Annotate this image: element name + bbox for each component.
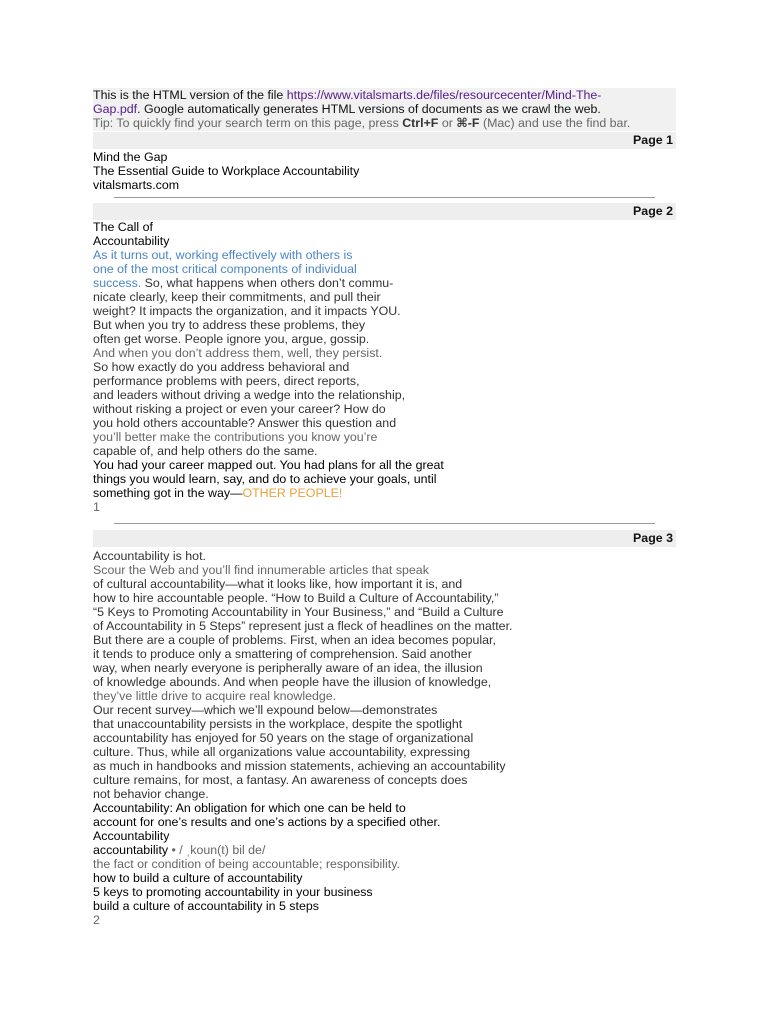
- body-text: of cultural accountability—what it looks like, how important it is, and: [93, 577, 463, 591]
- body-text: as much in handbooks and mission statements, achieving an accountability: [93, 759, 506, 773]
- body-text: Accountability is hot.: [93, 549, 206, 563]
- doc-website: vitalsmarts.com: [93, 178, 180, 192]
- doc-subtitle: The Essential Guide to Workplace Accountability: [93, 164, 360, 178]
- source-file-link-cont[interactable]: Gap.pdf: [93, 102, 138, 116]
- body-text: accountability has enjoyed for 50 years on the stage of organizational: [93, 731, 474, 745]
- body-text: that unaccountability persists in the workplace, despite the spotlight: [93, 717, 463, 731]
- body-text: Scour the Web and you’ll find innumerable articles that speak: [93, 563, 429, 577]
- quote-text: You had your career mapped out. You had plans for all the great: [93, 458, 444, 472]
- body-text: culture. Thus, while all organizations value accountability, expressing: [93, 745, 470, 759]
- body-text: it tends to produce only a smattering of comprehension. Said another: [93, 647, 472, 661]
- body-text: But there are a couple of problems. First, when an idea becomes popular,: [93, 633, 496, 647]
- body-text: But when you try to address these problems, they: [93, 318, 366, 332]
- body-text: So how exactly do you address behavioral and: [93, 360, 350, 374]
- body-text: Our recent survey—which we’ll expound below—demonstrates: [93, 703, 438, 717]
- body-text: how to hire accountable people. “How to Build a Culture of Accountability,”: [93, 591, 499, 605]
- body-text: capable of, and help others do the same.: [93, 444, 318, 458]
- quote-text: something got in the way—: [93, 486, 243, 500]
- body-text: without risking a project or even your career? How do: [93, 402, 386, 416]
- cache-banner: [93, 88, 676, 131]
- body-text: of Accountability in 5 Steps” represent just a fleck of headlines on the matter.: [93, 619, 513, 633]
- dictionary-word: accountability: [93, 843, 169, 857]
- headline-text: how to build a culture of accountability: [93, 871, 303, 885]
- headline-text: 5 keys to promoting accountability in your business: [93, 885, 373, 899]
- ctrl-f-key: Ctrl+F: [402, 116, 439, 130]
- document-view: [93, 88, 676, 927]
- cmd-f-key: ⌘-F: [456, 116, 480, 130]
- body-text: “5 Keys to Promoting Accountability in Your Business,” and “Build a Culture: [93, 605, 504, 619]
- body-text: performance problems with peers, direct reports,: [93, 374, 360, 388]
- page-number: 2: [93, 913, 100, 927]
- section-title: The Call of: [93, 220, 153, 234]
- dictionary-pronunciation: • / ˌkoun(t) bil de/: [168, 843, 266, 857]
- dictionary-definition: the fact or condition of being accountable; responsibility.: [93, 857, 400, 871]
- section-title: Accountability: [93, 234, 170, 248]
- banner-line-2: Gap.pdf. Google automatically generates HTML versions of documents as we crawl the web.: [93, 102, 601, 116]
- page-1-header: Page 1: [93, 132, 676, 149]
- highlight-text: success.: [93, 276, 142, 290]
- body-text: you hold others accountable? Answer this question and: [93, 416, 397, 430]
- quote-highlight: OTHER PEOPLE!: [242, 486, 343, 500]
- body-text: you’ll better make the contributions you know you’re: [93, 430, 378, 444]
- body-text: and leaders without driving a wedge into the relationship,: [93, 388, 406, 402]
- page-3-header: Page 3: [93, 530, 676, 547]
- page-1-content: [93, 150, 676, 192]
- definition-heading: Accountability: [93, 829, 170, 843]
- page-2-header: Page 2: [93, 203, 676, 220]
- source-file-link[interactable]: https://www.vitalsmarts.de/files/resourcecenter/Mind-The-: [286, 88, 602, 102]
- highlight-text: one of the most critical components of individual: [93, 262, 357, 276]
- body-text: nicate clearly, keep their commitments, and pull their: [93, 290, 381, 304]
- body-text: often get worse. People ignore you, argue, gossip.: [93, 332, 370, 346]
- page-3-content: [93, 549, 676, 927]
- highlight-text: As it turns out, working effectively with others is: [93, 248, 353, 262]
- page-2-content: [93, 220, 676, 514]
- banner-line-1: This is the HTML version of the file https://www.vitalsmarts.de/files/resourcecenter/Mind-The-: [93, 88, 602, 102]
- body-text: So, what happens when others don’t commu-: [141, 276, 394, 290]
- search-tip: Tip: To quickly find your search term on this page, press Ctrl+F or ⌘-F (Mac) and use the find bar.: [93, 116, 631, 130]
- body-text: they’ve little drive to acquire real knowledge.: [93, 689, 337, 703]
- headline-text: build a culture of accountability in 5 steps: [93, 899, 319, 913]
- definition-text: account for one’s results and one’s actions by a specified other.: [93, 815, 441, 829]
- body-text: weight? It impacts the organization, and it impacts YOU.: [93, 304, 401, 318]
- body-text: of knowledge abounds. And when people have the illusion of knowledge,: [93, 675, 492, 689]
- definition-text: Accountability: An obligation for which one can be held to: [93, 801, 406, 815]
- body-text: not behavior change.: [93, 787, 209, 801]
- doc-title: Mind the Gap: [93, 150, 168, 164]
- page-number: 1: [93, 500, 100, 514]
- body-text: culture remains, for most, a fantasy. An awareness of concepts does: [93, 773, 468, 787]
- body-text: way, when nearly everyone is peripherally aware of an idea, the illusion: [93, 661, 483, 675]
- body-text: And when you don’t address them, well, they persist.: [93, 346, 383, 360]
- quote-text: things you would learn, say, and do to achieve your goals, until: [93, 472, 437, 486]
